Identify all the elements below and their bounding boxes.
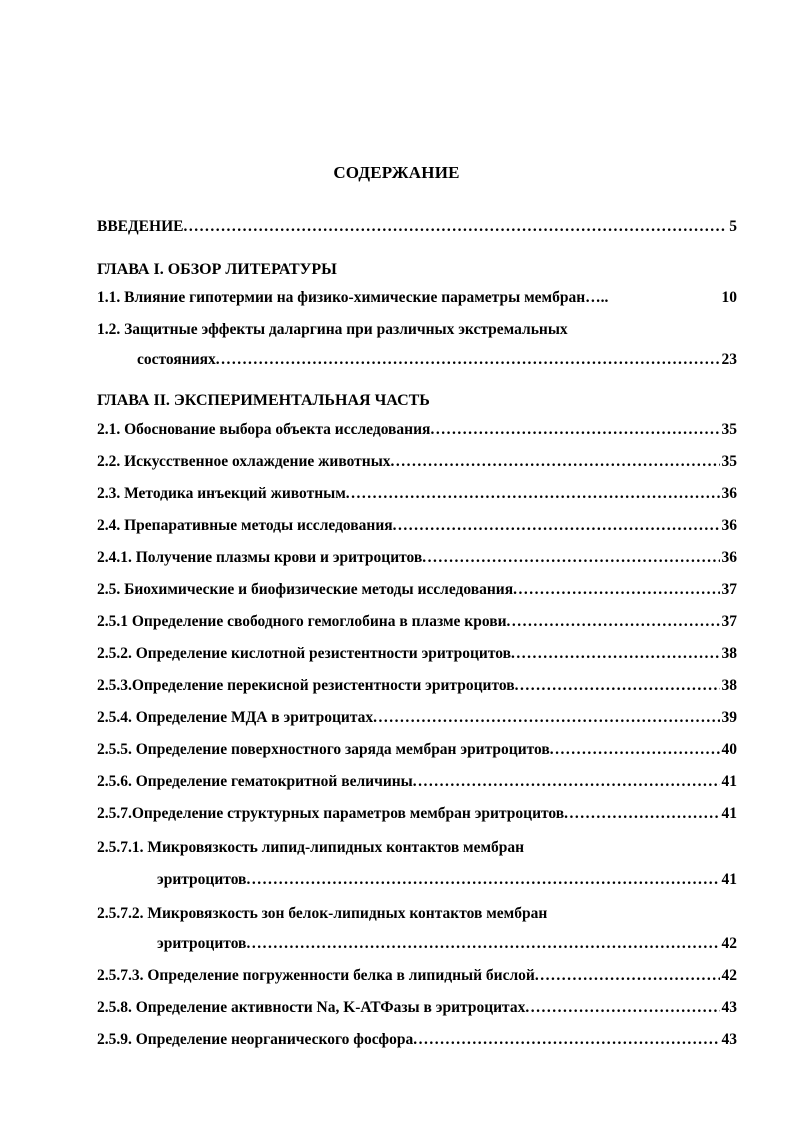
toc-entry: 2.5.7.3. Определение погруженности белка в липидный бислой ..... 42 — [97, 966, 737, 986]
toc-entry: 2.4.1. Получение плазмы крови и эритроцитов ..... 36 — [97, 548, 737, 568]
toc-entry-2-5-7-2: эритроцитов ..... 42 — [157, 934, 737, 954]
chapter2-heading: ГЛАВА II. ЭКСПЕРИМЕНТАЛЬНАЯ ЧАСТЬ — [97, 392, 430, 409]
toc-entry-2-5-7-1: эритроцитов ..... 41 — [157, 870, 737, 890]
toc-entry-2-5-7-2-line1: 2.5.7.2. Микровязкость зон белок-липидных контактов мембран — [97, 905, 548, 922]
toc-entry-1-2-line1: 1.2. Защитные эффекты даларгина при различных экстремальных — [97, 321, 568, 338]
toc-entry: 2.5.9. Определение неорганического фосфора ..... 43 — [97, 1030, 737, 1050]
page-title: СОДЕРЖАНИЕ — [333, 163, 460, 182]
toc-entry: 2.5.7.Определение структурных параметров мембран эритроцитов ..... 41 — [97, 804, 737, 824]
toc-entry: 2.5.1 Определение свободного гемоглобина в плазме крови ..... 37 — [97, 612, 737, 632]
toc-entry-1-2: состояниях ..... 23 — [137, 350, 737, 370]
toc-entry: 2.5.5. Определение поверхностного заряда мембран эритроцитов ..... 40 — [97, 740, 737, 760]
toc-entry: 2.5.6. Определение гематокритной величины ..... 41 — [97, 772, 737, 792]
toc-entry: 2.5.4. Определение МДА в эритроцитах ..... 39 — [97, 708, 737, 728]
toc-entry-1-1: 1.1. Влияние гипотермии на физико-химические параметры мембран….. 10 — [97, 289, 737, 306]
toc-entry: 2.4. Препаративные методы исследования ..... 36 — [97, 516, 737, 536]
chapter1-heading: ГЛАВА I. ОБЗОР ЛИТЕРАТУРЫ — [97, 261, 337, 278]
toc-entry: 2.2. Искусственное охлаждение животных ..... 35 — [97, 452, 737, 472]
toc-entry: 2.5. Биохимические и биофизические методы исследования ..... 37 — [97, 580, 737, 600]
toc-entry: 2.5.2. Определение кислотной резистентности эритроцитов ..... 38 — [97, 644, 737, 664]
toc-entry: 2.1. Обоснование выбора объекта исследования ..... 35 — [97, 420, 737, 440]
toc-entry: 2.5.3.Определение перекисной резистентности эритроцитов ..... 38 — [97, 676, 737, 696]
toc-entry-2-5-7-1-line1: 2.5.7.1. Микровязкость липид-липидных контактов мембран — [97, 839, 525, 856]
toc-entry: 2.3. Методика инъекций животным ..... 36 — [97, 484, 737, 504]
toc-entry-intro: ВВЕДЕНИЕ ..... 5 — [97, 217, 737, 237]
toc-entry: 2.5.8. Определение активности Na, K-АТФазы в эритроцитах ..... 43 — [97, 998, 737, 1018]
